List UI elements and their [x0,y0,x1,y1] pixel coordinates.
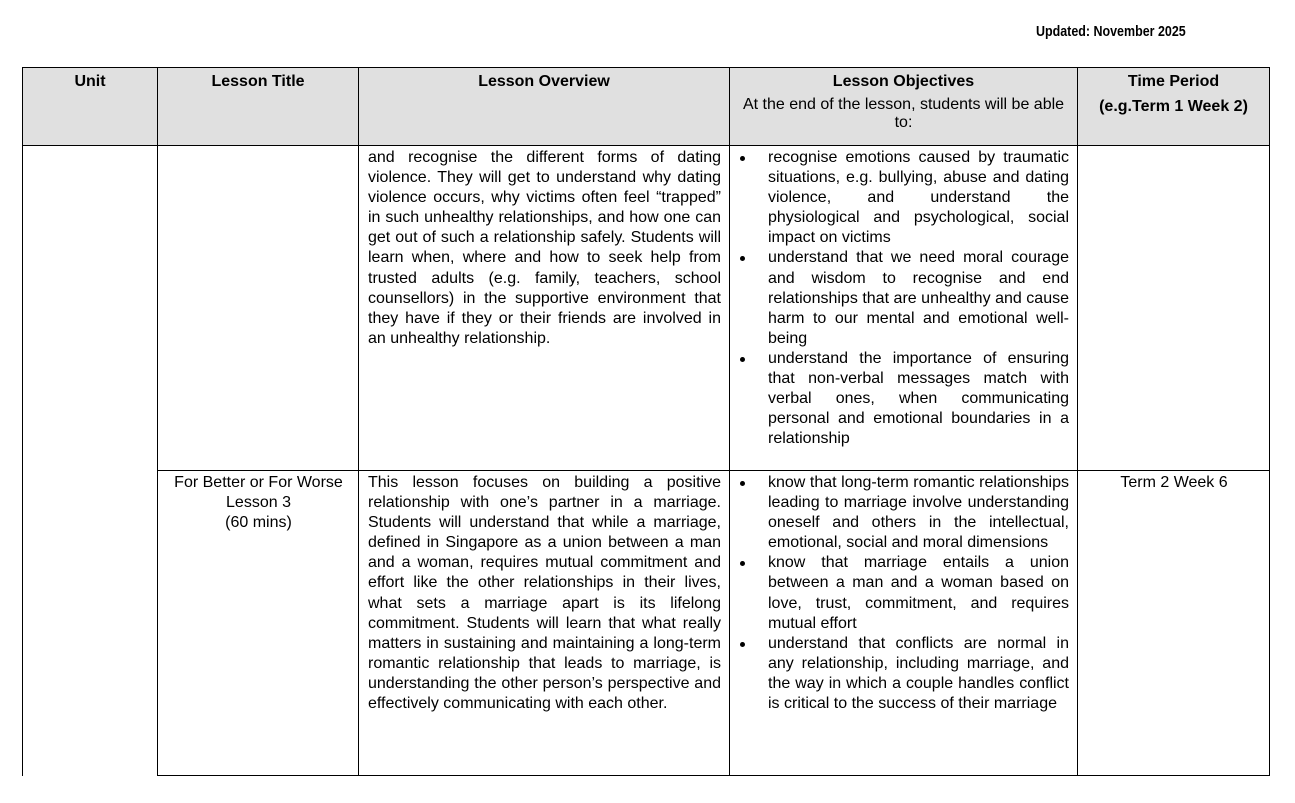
column-header-time-period [1078,68,1270,146]
lesson-plan-table [22,67,1270,776]
lesson-objectives-cell [730,146,1078,471]
table-row [23,146,1270,471]
lesson-overview-cell: This lesson focuses on building a positive relationship with one’s partner in a marriage. Students will understand that while a marriage, defined in Singapore as a union between a man and a woman, requires mutual commitment and effort like the other relationships in their lives, what sets a marriage apart is its lifelong commitment. Students will learn that what really matters in sustaining and maintaining a long-term romantic relationship that leads to marriage, is understanding the other person’s perspective and effectively communicating with each other. [359,471,730,776]
time-period-cell [1078,146,1270,471]
column-header-unit: Unit [23,68,158,146]
table-row [23,471,1270,776]
lesson-objectives-subtitle: At the end of the lesson, students will be able to: [742,96,1065,132]
time-period-title: Time Period [1127,73,1220,90]
lesson-duration: (60 mins) [225,514,292,532]
objective-item: understand the importance of ensuring that non-verbal messages match with verbal ones, when communicating personal and emotional boundaries in a relationship [739,349,1069,449]
lesson-title-name: For Better or For Worse [174,474,343,491]
objective-item: understand that conflicts are normal in any relationship, including marriage, and the way in which a couple handles conflict is critical to the success of their marriage [739,634,1069,714]
objective-item: know that marriage entails a union between a man and a woman based on love, trust, commitment, and requires mutual effort [739,553,1069,633]
lesson-overview-cell: and recognise the different forms of dating violence. They will get to understand why dating violence occurs, why victims often feel “trapped” in such unhealthy relationships, and how one can get out of such a relationship safely. Students will learn when, where and how to seek help from trusted adults (e.g. family, teachers, school counsellors) in the supportive environment that they have if they or their friends are involved in an unhealthy relationship. [359,146,730,471]
objective-item: recognise emotions caused by traumatic situations, e.g. bullying, abuse and dating violence, and understand the physiological and psychological, social impact on victims [739,148,1069,248]
column-header-lesson-overview: Lesson Overview [359,68,730,146]
lesson-title-cell [158,471,359,776]
updated-date-note: Updated: November 2025 [1036,24,1186,40]
objectives-list [739,473,1069,714]
time-period-cell: Term 2 Week 6 [1078,471,1270,776]
lesson-title-cell [158,146,359,471]
lesson-number: Lesson 3 [226,494,291,512]
lesson-objectives-cell [730,471,1078,776]
table-header-row [23,68,1270,146]
column-header-lesson-objectives [730,68,1078,146]
time-period-example: (e.g.Term 1 Week 2) [1099,98,1248,116]
objectives-list [739,148,1069,449]
lesson-objectives-title: Lesson Objectives [832,73,975,90]
unit-cell [23,146,158,776]
objective-item: understand that we need moral courage and wisdom to recognise and end relationships that are unhealthy and cause harm to our mental and emotional well-being [739,248,1069,348]
objective-item: know that long-term romantic relationships leading to marriage involve understanding oneself and others in the intellectual, emotional, social and moral dimensions [739,473,1069,553]
column-header-lesson-title: Lesson Title [158,68,359,146]
